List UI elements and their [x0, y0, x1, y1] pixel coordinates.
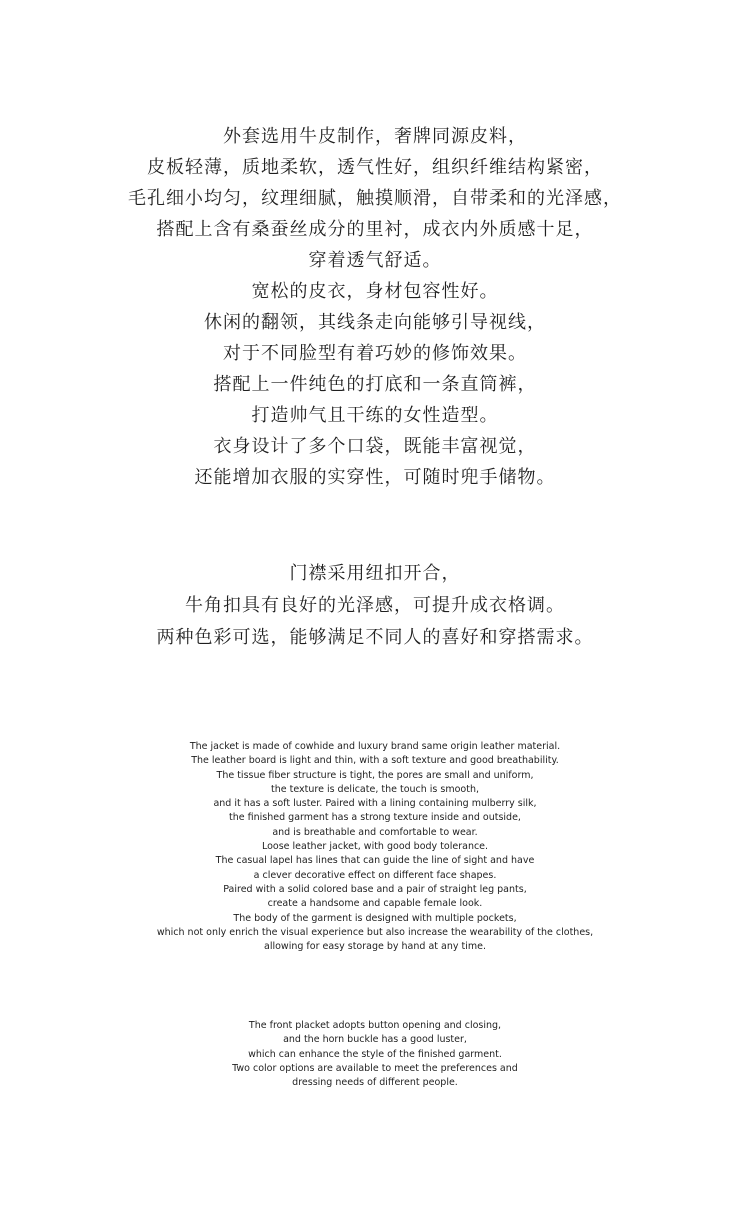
text-line: a clever decorative effect on different face shapes. — [253, 869, 497, 881]
text-line: and it has a soft luster. Paired with a lining containing mulberry silk, — [213, 798, 537, 810]
text-line: The front placket adopts button opening and closing, — [248, 1020, 502, 1031]
text-line: 皮板轻薄，质地柔软，透气性好，组织纤维结构紧密， — [147, 157, 603, 178]
text-line: 毛孔细小均匀，纹理细腻，触摸顺滑，自带柔和的光泽感， — [128, 188, 622, 209]
english-description-main — [0, 740, 750, 954]
text-line: and is breathable and comfortable to wear. — [272, 826, 478, 838]
text-line: The leather board is light and thin, with a soft texture and good breathability. — [191, 755, 559, 767]
text-line: Two color options are available to meet the preferences and — [232, 1062, 518, 1074]
text-line: 搭配上含有桑蚕丝成分的里衬，成衣内外质感十足， — [156, 219, 594, 240]
text-line: Loose leather jacket, with good body tolerance. — [261, 841, 489, 853]
text-line: which not only enrich the visual experience but also increase the wearability of the clothes, — [156, 926, 594, 938]
english-description-placket — [0, 1019, 750, 1090]
text-line: 宽松的皮衣，身材包容性好。 — [251, 281, 499, 302]
text-line: which can enhance the style of the finished garment. — [248, 1048, 502, 1060]
text-line: 休闲的翻领，其线条走向能够引导视线， — [204, 312, 546, 333]
text-line: allowing for easy storage by hand at any time. — [264, 941, 486, 953]
text-line: 牛角扣具有良好的光泽感，可提升成衣格调。 — [185, 595, 565, 616]
chinese-description-main — [0, 121, 750, 493]
chinese-description-placket — [0, 558, 750, 654]
text-line: 搭配上一件纯色的打底和一条直筒裤， — [213, 374, 537, 395]
text-line: 两种色彩可选，能够满足不同人的喜好和穿搭需求。 — [156, 627, 594, 648]
text-line: 还能增加衣服的实穿性，可随时兜手储物。 — [194, 467, 556, 488]
text-line: create a handsome and capable female look. — [267, 898, 483, 910]
text-line: The casual lapel has lines that can guide the line of sight and have — [215, 855, 535, 867]
text-line: and the horn buckle has a good luster, — [283, 1034, 467, 1046]
text-line: dressing needs of different people. — [292, 1077, 458, 1089]
text-line: the texture is delicate, the touch is smooth, — [271, 783, 479, 795]
text-line: The tissue fiber structure is tight, the pores are small and uniform, — [216, 769, 534, 781]
text-line: 衣身设计了多个口袋，既能丰富视觉， — [213, 436, 537, 457]
text-line: 打造帅气且干练的女性造型。 — [251, 405, 499, 426]
text-line: the finished garment has a strong texture inside and outside, — [229, 812, 521, 824]
text-line: 外套选用牛皮制作，奢牌同源皮料， — [223, 126, 527, 147]
text-line: 门襟采用纽扣开合， — [289, 563, 461, 584]
text-line: 穿着透气舒适。 — [308, 250, 442, 271]
text-line: The jacket is made of cowhide and luxury brand same origin leather material. — [189, 741, 561, 752]
text-line: 对于不同脸型有着巧妙的修饰效果。 — [223, 343, 527, 364]
text-line: The body of the garment is designed with multiple pockets, — [233, 912, 517, 924]
text-line: Paired with a solid colored base and a pair of straight leg pants, — [223, 883, 527, 895]
